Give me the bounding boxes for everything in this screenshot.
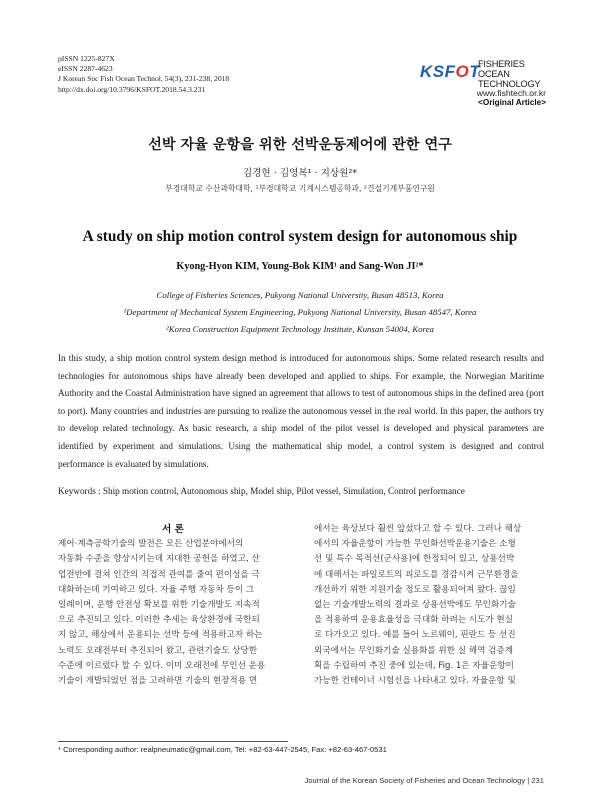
logo-mark-main: KSF — [420, 62, 456, 81]
body-line: 자동화 수준을 향상시키는데 지대한 공헌을 하였고, 산 — [58, 554, 260, 565]
body-line: 선 및 특수 목적선(군사용)에 한정되어 있고, 상용선박 — [314, 554, 515, 565]
logo-mark-accent: O — [455, 62, 470, 81]
journal-url[interactable]: www.fishtech.or.kr — [476, 88, 546, 98]
english-authors: Kyong-Hyon KIM, Young-Bok KIM¹ and Sang-Won JI²* — [176, 261, 424, 272]
body-line: 일례이며, 운행 안전성 확보를 위한 기술개발도 지속적 — [58, 600, 260, 611]
body-line: 가능한 컨테이너 시험선을 나타내고 있다. 자율운항 및 — [314, 676, 516, 687]
ksfot-logo-mark — [420, 62, 480, 82]
body-line: 개선하기 위한 지원기술 정도로 활용되어져 왔다. 끊임 — [314, 584, 516, 595]
body-line: 에 대해서는 파일로트의 피로도를 경감시켜 근무환경을 — [314, 569, 519, 580]
page-footer: Journal of the Korean Society of Fisheries and Ocean Technology | 231 — [304, 776, 544, 785]
body-line: 에서는 육상보다 훨씬 앞섰다고 할 수 있다. 그러나 해상 — [314, 524, 522, 534]
body-line: 수준에 이르렀다 할 수 있다. 이미 오래전에 무인선 운용 — [58, 660, 266, 671]
eissn: eISSN 2287-4623 — [58, 64, 113, 74]
footnote-divider — [58, 741, 288, 742]
body-line: 으로 추진되고 있다. 이러한 추세는 육상환경에 국한되 — [58, 615, 260, 626]
english-title: A study on ship motion control system design for autonomous ship — [82, 228, 518, 245]
doi-link[interactable]: http://dx.doi.org/10.3796/KSFOT.2018.54.3.231 — [58, 84, 206, 94]
body-line: 로 다가오고 있다. 예를 들어 노르웨이, 핀란드 등 선진 — [314, 630, 516, 641]
body-line: 대화하는데 기여하고 있다. 자율 주행 자동차 등이 그 — [58, 584, 255, 595]
body-right-column — [314, 522, 544, 689]
korean-authors: 김경현 · 김영복¹ · 지상원²* — [242, 168, 358, 179]
article-type: <Original Article> — [478, 98, 546, 107]
logo-wordmark — [478, 59, 546, 89]
body-left-column — [58, 522, 288, 689]
body-line: 외국에서는 무인화기술 실용화를 위한 실 해역 검증계 — [314, 645, 514, 656]
corresponding-author-footnote: * Corresponding author: realpneumatic@gmail.com, Tel: +82-63-447-2545, Fax: +82-63-467-0531 — [58, 745, 387, 754]
logo-mark-end: T — [469, 62, 481, 81]
body-line: 없는 기술개발노력의 결과로 상용선박에도 무인화기술 — [314, 600, 516, 611]
korean-affiliation: 부경대학교 수산과학대학, ¹부경대학교 기계시스템공학과, ²건설기계부품연구원 — [165, 184, 435, 193]
english-affiliation-2: ¹Department of Mechanical System Engineering, Pukyong National University, Busan 48547, Korea — [123, 307, 477, 317]
korean-title: 선박 자율 운항을 위한 선박운동제어에 관한 연구 — [148, 137, 452, 153]
body-line: 지 않고, 해상에서 운용되는 선박 등에 적용하고자 하는 — [58, 630, 263, 641]
section-heading-introduction: 서 론 — [162, 524, 184, 535]
journal-meta — [58, 54, 229, 95]
logo-line1: FISHERIES OCEAN — [478, 59, 525, 79]
keywords: Keywords : Ship motion control, Autonomous ship, Model ship, Pilot vessel, Simulation, Control performance — [58, 486, 465, 496]
body-line: 획을 수립하여 추진 중에 있는데, Fig. 1은 자율운항이 — [314, 660, 514, 671]
english-affiliation-3: ²Korea Construction Equipment Technology Institute, Kunsan 54004, Korea — [166, 324, 434, 334]
logo-line2: TECHNOLOGY — [478, 79, 541, 89]
journal-logo — [420, 54, 546, 106]
body-line: 을 적용하여 운용효율성을 극대화 하려는 시도가 현실 — [314, 615, 514, 626]
abstract: In this study, a ship motion control system design method is introduced for autonomous ships. Some related research results and technologies for autonomous ships have already been developed and applied to ships. For example, the Norwegian Maritime Authority and the Coastal Administration have signed an agreement that allows to test of autonomous ships in the defined area (port to port). Many countries and industries are pursuing to realize the autonomous vessel in the real world. In this paper, the authors try to develop related technology. As basic research, a ship model of the pilot vessel is developed and physical parameters are identified by experiment and simulations. Using the mathematical ship model, a control system is designed and control performance is evaluated by simulations. — [58, 353, 544, 469]
body-line: 기술이 개발되었던 점을 고려하면 기술의 현장적용 면 — [58, 676, 258, 687]
pissn: pISSN 1225-827X — [58, 54, 115, 63]
citation: J Korean Soc Fish Ocean Technol, 54(3), 231-238, 2018 — [58, 74, 230, 84]
body-line: 제어·계측공학기술의 발전은 모든 산업분야에서의 — [58, 539, 244, 550]
body-line: 업전반에 걸쳐 인간의 직접적 관여를 줄여 편이성을 극 — [58, 569, 260, 580]
english-affiliation-1: College of Fisheries Sciences, Pukyong National University, Busan 48513, Korea — [156, 290, 444, 300]
body-line: 노력도 오래전부터 추진되어 왔고, 관련기술도 상당한 — [58, 645, 258, 656]
body-line: 에서의 자율운항이 가능한 무인화선박운용기술은 소형 — [314, 539, 516, 550]
